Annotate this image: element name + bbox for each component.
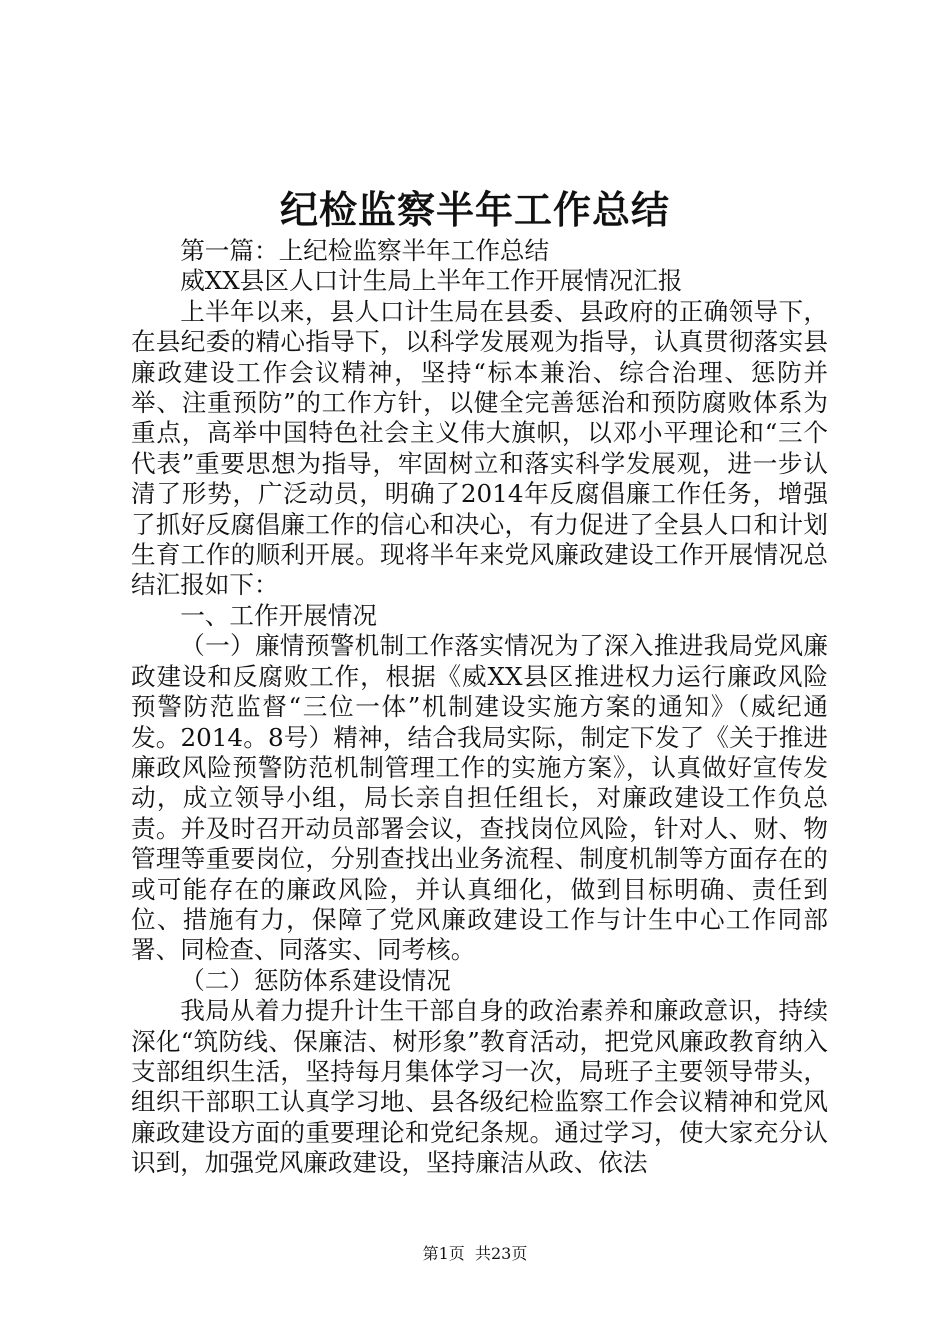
footer-gap	[465, 1244, 475, 1263]
paragraph-subsection-one: （一）廉情预警机制工作落实情况为了深入推进我局党风廉政建设和反腐败工作，根据《威XX县区推进权力运行廉政风险预警防范监督“三位一体”机制建设实施方案的通知》（威纪通发。2014。8号）精神，结合我局实际，制定下发了《关于推进廉政风险预警防范机制管理工作的实施方案》，认真做好宣传发动，成立领导小组，局长亲自担任组长，对廉政建设工作负总责。并及时召开动员部署会议，查找岗位风险，针对人、财、物管理等重要岗位，分别查找出业务流程、制度机制等方面存在的或可能存在的廉政风险，并认真细化，做到目标明确、责任到位、措施有力，保障了党风廉政建设工作与计生中心工作同部署、同检查、同落实、同考核。	[131, 631, 828, 965]
page-footer	[0, 1244, 950, 1264]
page-number: 第1页	[422, 1244, 465, 1263]
paragraph-subsection-two-heading: （二）惩防体系建设情况	[180, 965, 451, 995]
paragraph-intro: 上半年以来，县人口计生局在县委、县政府的正确领导下，在县纪委的精心指导下，以科学发展观为指导，认真贯彻落实县廉政建设工作会议精神，坚持“标本兼治、综合治理、惩防并举、注重预防”的工作方针，以健全完善惩治和预防腐败体系为重点，高举中国特色社会主义伟大旗帜，以邓小平理论和“三个代表”重要思想为指导，牢固树立和落实科学发展观，进一步认清了形势，广泛动员，明确了2014年反腐倡廉工作任务，增强了抓好反腐倡廉工作的信心和决心，有力促进了全县人口和计划生育工作的顺利开展。现将半年来党风廉政建设工作开展情况总结汇报如下：	[131, 296, 828, 600]
paragraph-subsection-two-body: 我局从着力提升计生干部自身的政治素养和廉政意识，持续深化“筑防线、保廉洁、树形象”教育活动，把党风廉政教育纳入支部组织生活，坚持每月集体学习一次，局班子主要领导带头，组织干部职工认真学习地、县各级纪检监察工作会议精神和党风廉政建设方面的重要理论和党纪条规。通过学习，使大家充分认识到，加强党风廉政建设，坚持廉洁从政、依法	[131, 996, 828, 1178]
page-total: 共23页	[474, 1244, 528, 1263]
paragraph-section-heading: 一、工作开展情况	[180, 600, 377, 630]
paragraph-part-heading: 第一篇：上纪检监察半年工作总结	[180, 236, 550, 265]
document-body	[131, 236, 828, 1179]
document-title: 纪检监察半年工作总结	[279, 187, 670, 232]
paragraph-report-title: 威XX县区人口计生局上半年工作开展情况汇报	[180, 266, 683, 296]
